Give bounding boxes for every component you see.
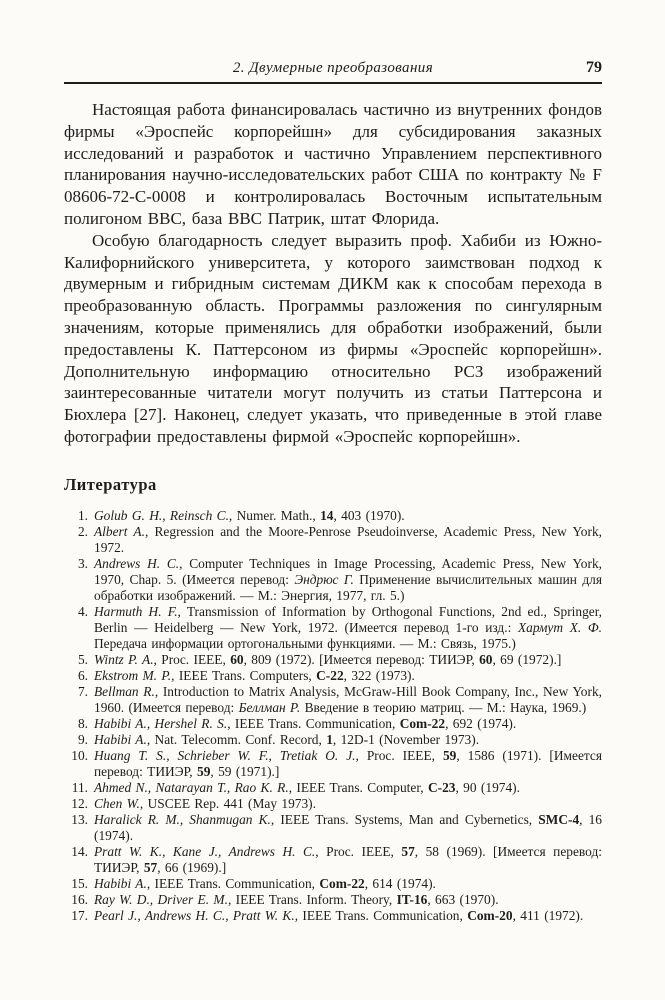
reference-item (64, 508, 602, 524)
reference-list (64, 508, 602, 924)
reference-item (64, 732, 602, 748)
reference-item (64, 556, 602, 604)
running-header (64, 58, 602, 80)
reference-number: 14. (71, 843, 88, 859)
references-heading: Литература (64, 474, 157, 494)
reference-number: 4. (77, 603, 88, 619)
chapter-title: 2. Двумерные преобразования (232, 60, 434, 76)
reference-item (64, 748, 602, 780)
reference-item (64, 844, 602, 876)
reference-text: Habibi A., Nat. Telecomm. Conf. Record, 1, 12D-1 (November 1973). (94, 731, 480, 747)
reference-number: 17. (71, 907, 88, 923)
paragraph-acknowledgements: Особую благодарность следует выразить проф. Хабиби из Южно-Калифорнийского университета, у которого заимствован подход к двумерным и гибридным системам ДИКМ как к способам перехода в преобразованную область. Программы разложения по сингулярным значениям, которые применялись для обработки изображений, были предоставлены К. Паттерсоном из фирмы «Эроспейс корпорейшн». Дополнительную информацию относительно РСЗ изображений заинтересованные читатели могут получить из статьи Паттерсона и Бюхлера [27]. Наконец, следует указать, что приведенные в этой главе фотографии предоставлены фирмой «Эроспейс корпорейшн». (64, 230, 602, 446)
page-number: 79 (586, 59, 602, 76)
reference-text: Ahmed N., Natarayan T., Rao K. R., IEEE Trans. Computer, C-23, 90 (1974). (94, 779, 520, 795)
reference-text: Harmuth H. F., Transmission of Information by Orthogonal Functions, 2nd ed., Springer, Berlin — Heidelberg — New York, 1972. (Имеется перевод 1-го изд.: Хармут Х. Ф. Передача информации ортогональными функциями. — М.: Связь, 1975.) (94, 603, 603, 651)
reference-item (64, 892, 602, 908)
reference-text: Pratt W. K., Kane J., Andrews H. C., Proc. IEEE, 57, 58 (1969). [Имеется перевод: ТИИЭР, 57, 66 (1969).] (94, 843, 602, 875)
reference-text: Wintz P. A., Proc. IEEE, 60, 809 (1972). [Имеется перевод: ТИИЭР, 60, 69 (1972).] (94, 651, 562, 667)
reference-number: 15. (71, 875, 88, 891)
reference-text: Ekstrom M. P., IEEE Trans. Computers, C-22, 322 (1973). (94, 667, 415, 683)
reference-number: 13. (71, 811, 88, 827)
reference-number: 5. (77, 651, 88, 667)
reference-text: Bellman R., Introduction to Matrix Analysis, McGraw-Hill Book Company, Inc., New York, 1960. (Имеется перевод: Беллман Р. Введение в теорию матриц. — М.: Наука, 1969.) (94, 683, 602, 715)
reference-text: Chen W., USCEE Rep. 441 (May 1973). (94, 795, 316, 811)
reference-number: 1. (77, 507, 88, 523)
reference-item (64, 684, 602, 716)
reference-number: 6. (77, 667, 88, 683)
reference-text: Albert A., Regression and the Moore-Penrose Pseudoinverse, Academic Press, New York, 1972. (94, 523, 602, 555)
reference-text: Ray W. D., Driver E. M., IEEE Trans. Inform. Theory, IT-16, 663 (1970). (94, 891, 499, 907)
reference-item (64, 812, 602, 844)
paragraph-funding: Настоящая работа финансировалась частично из внутренних фондов фирмы «Эроспейс корпорейшн» для субсидирования заказных исследований и разработок и частично Управлением перспективного планирования научно-исследовательских работ США по контракту № F 08606-72-C-0008 и контролировалась Восточным испытательным полигоном ВВС, база ВВС Патрик, штат Флорида. (64, 100, 602, 228)
text-column (64, 0, 602, 924)
reference-number: 8. (77, 715, 88, 731)
reference-text: Huang T. S., Schrieber W. F., Tretiak O. J., Proc. IEEE, 59, 1586 (1971). [Имеется перевод: ТИИЭР, 59, 59 (1971).] (94, 747, 603, 779)
reference-text: Habibi A., Hershel R. S., IEEE Trans. Communication, Com-22, 692 (1974). (94, 715, 517, 731)
reference-number: 16. (71, 891, 88, 907)
reference-item (64, 876, 602, 892)
reference-number: 12. (71, 795, 88, 811)
reference-number: 11. (71, 779, 88, 795)
reference-text: Haralick R. M., Shanmugan K., IEEE Trans. Systems, Man and Cybernetics, SMC-4, 16 (1974). (94, 811, 602, 843)
reference-text: Habibi A., IEEE Trans. Communication, Com-22, 614 (1974). (94, 875, 436, 891)
reference-item (64, 524, 602, 556)
reference-number: 7. (77, 683, 88, 699)
reference-item (64, 908, 602, 924)
reference-item (64, 652, 602, 668)
reference-number: 2. (77, 523, 88, 539)
reference-number: 3. (77, 555, 88, 571)
reference-number: 10. (71, 747, 88, 763)
reference-item (64, 604, 602, 652)
reference-text: Pearl J., Andrews H. C., Pratt W. K., IEEE Trans. Communication, Com-20, 411 (1972). (94, 907, 584, 923)
header-rule (64, 82, 602, 84)
reference-number: 9. (77, 731, 88, 747)
body-text (64, 99, 602, 448)
reference-item (64, 780, 602, 796)
reference-text: Andrews H. C., Computer Techniques in Image Processing, Academic Press, New York, 1970, Chap. 5. (Имеется перевод: Эндрюс Г. Применение вычислительных машин для обработки изображений. — М.: Энергия, 1977, гл. 5.) (94, 555, 602, 603)
reference-item (64, 668, 602, 684)
reference-item (64, 716, 602, 732)
reference-text: Golub G. H., Reinsch C., Numer. Math., 14, 403 (1970). (94, 507, 405, 523)
reference-item (64, 796, 602, 812)
